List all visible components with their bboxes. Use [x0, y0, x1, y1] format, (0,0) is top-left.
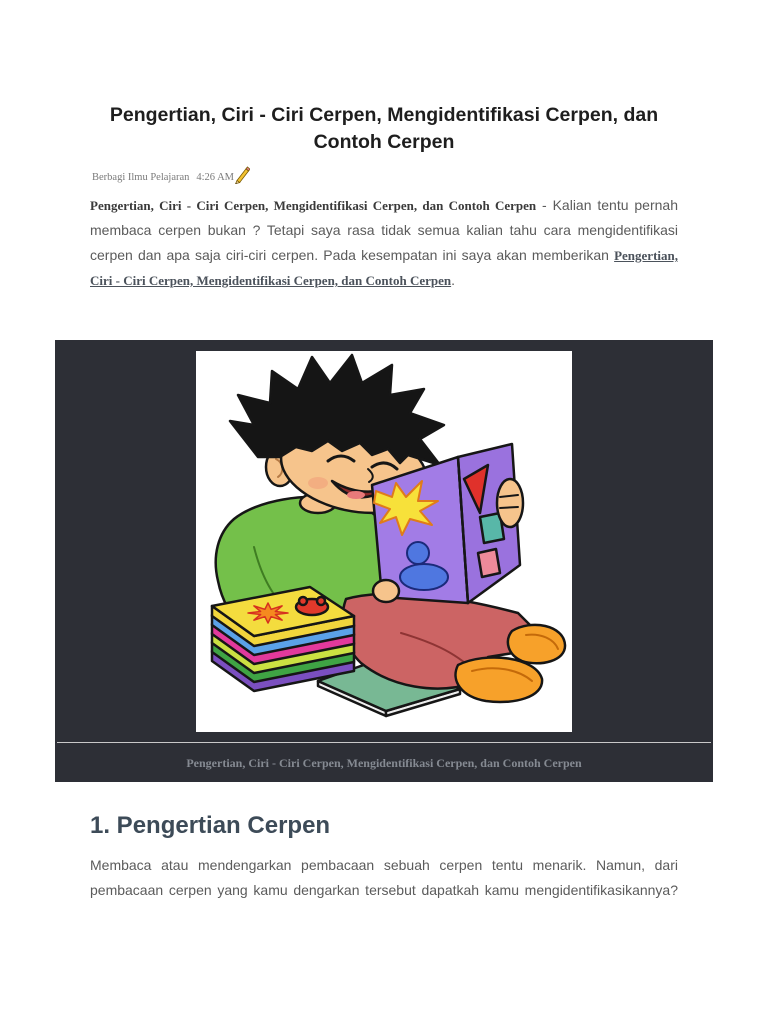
- intro-lead: Pengertian, Ciri - Ciri Cerpen, Mengidentifikasi Cerpen, dan Contoh Cerpen: [90, 198, 537, 213]
- figure-image-link[interactable]: [196, 351, 572, 732]
- post-meta: [92, 171, 250, 185]
- post-figure: [55, 340, 713, 782]
- post-title: Pengertian, Ciri - Ciri Cerpen, Mengidentifikasi Cerpen, dan Contoh Cerpen: [109, 104, 659, 153]
- section-heading: 1. Pengertian Cerpen: [90, 812, 331, 839]
- book-stack: [212, 587, 354, 691]
- boy-reading-illustration: [196, 351, 572, 732]
- post-timestamp[interactable]: 4:26 AM: [196, 172, 235, 183]
- intro-body: Kalian tentu pernah membaca cerpen bukan ? Tetapi saya rasa tidak semua kalian tahu cara mengidentifikasi cerpen dan apa saja ciri-ciri cerpen. Pada kesempatan ini saya akan memberikan: [90, 197, 678, 263]
- intro-separator: -: [536, 197, 553, 213]
- author-link[interactable]: Berbagi Ilmu Pelajaran: [92, 172, 190, 183]
- intro-post-link[interactable]: Pengertian, Ciri - Ciri Cerpen, Mengidentifikasi Cerpen, dan Contoh Cerpen: [90, 248, 678, 288]
- intro-paragraph: [90, 193, 678, 293]
- caption-divider: [57, 742, 711, 743]
- pencil-icon[interactable]: [234, 166, 250, 184]
- section-paragraph: Membaca atau mendengarkan pembacaan sebuah cerpen tentu menarik. Namun, dari pembacaan cerpen yang kamu dengarkan tersebut dapatkah kamu mengidentifikasikannya?: [90, 857, 678, 898]
- figure-caption: Pengertian, Ciri - Ciri Cerpen, Mengidentifikasi Cerpen, dan Contoh Cerpen: [186, 756, 582, 770]
- boy-hair: [230, 355, 444, 465]
- intro-end: .: [451, 272, 455, 288]
